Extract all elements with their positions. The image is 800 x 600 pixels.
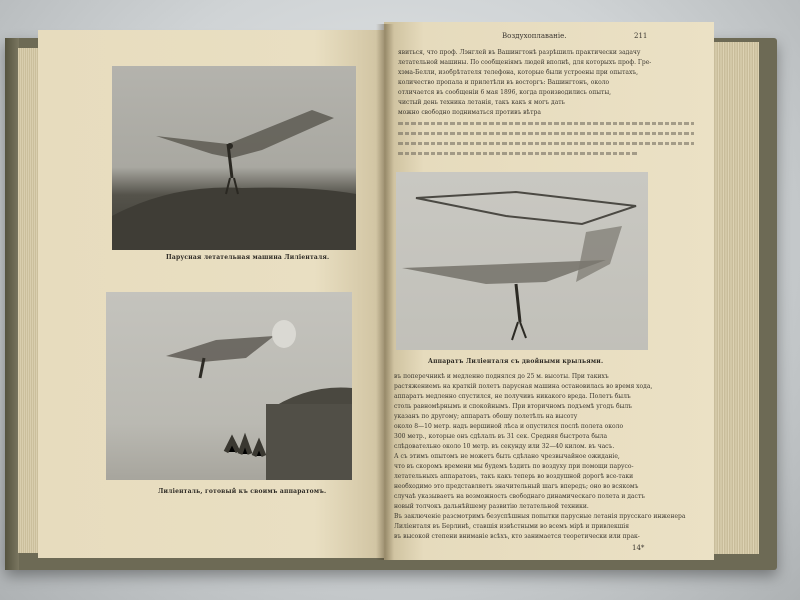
text-line: 300 метр., которые онъ сдѣлалъ въ 31 сек. Средняя быстрота была — [394, 433, 608, 440]
book-spine — [5, 38, 19, 570]
photo-lilienthal-hill — [106, 292, 352, 480]
glider-illustration — [112, 66, 356, 250]
text-line: указанъ по другому; аппаратъ обошу полетѣлъ на высоту — [394, 413, 578, 420]
running-header: Воздухоплаваніе. — [502, 32, 567, 40]
text-line: необходимо это представляетъ значительный шагъ впередъ; оно во всякомъ — [394, 483, 639, 490]
hill-illustration — [106, 292, 352, 480]
text-line: столь равномѣрнымъ и спокойнымъ. При вторичномъ подъемѣ угодъ былъ — [394, 403, 632, 410]
photo-lilienthal-glider — [112, 66, 356, 250]
book-gutter-shadow — [376, 24, 394, 560]
text-filler — [398, 152, 638, 155]
caption-right: Аппаратъ Лиліенталя съ двойными крыльями. — [428, 358, 604, 365]
text-line: количество пропала и прилетѣли въ восторгъ: Вашингтонъ, около — [398, 79, 610, 86]
text-line: отличается въ сообщеніи 6 мая 1896, когда производились опыты, — [398, 89, 612, 96]
right-page — [384, 22, 714, 560]
text-line: Лиліенталя въ Берлинѣ, ставшія извѣстными во всемъ мірѣ и привлекшія — [394, 523, 629, 530]
signature-mark: 14* — [632, 544, 645, 552]
text-line: слѣдовательно около 10 метр. въ секунду или 32—40 килом. въ часъ. — [394, 443, 615, 450]
text-filler — [398, 142, 694, 145]
text-line: новый толчокъ дальнѣйшему развитію летательной техники. — [394, 503, 589, 510]
text-line: въ поперечникѣ и медленно поднялся до 25 м. высоты. При такихъ — [394, 373, 609, 380]
left-page — [38, 30, 384, 558]
double-wing-illustration — [396, 172, 648, 350]
text-line: чистый день техника летанія, такъ какъ я могъ дать — [398, 99, 565, 106]
text-line: что въ скоромъ времени мы будемъ ѣздить по воздуху при помощи парусо- — [394, 463, 634, 470]
text-line: случаѣ указываетъ на возможность свободнаго динамическаго полета и дастъ — [394, 493, 646, 500]
text-line: А съ этимъ опытомъ не можетъ быть сдѣлано чрезвычайное ожиданіе, — [394, 453, 620, 460]
text-line: около 8—10 метр. надъ вершиной лѣса и опустился послѣ полета около — [394, 423, 624, 430]
text-line: аппаратъ медленно спустился, не получивъ никакого вреда. Полетъ былъ — [394, 393, 631, 400]
text-line: явиться, что проф. Лэнглей въ Вашингтонѣ разрѣшилъ практически задачу — [398, 49, 641, 56]
text-line: Въ заключеніе разсмотримъ безуспѣшныя попытки парусные летанія прусскаго инженера — [394, 513, 686, 520]
caption-top-left: Парусная летательная машина Лиліенталя. — [166, 254, 330, 261]
photo-double-wing-glider — [396, 172, 648, 350]
text-line: можно свободно подниматься противъ вѣтра — [398, 109, 541, 116]
text-filler — [398, 132, 694, 135]
text-line: летательной машины. По сообщеніямъ людей вполнѣ, для которыхъ проф. Гре- — [398, 59, 652, 66]
text-line: въ высокой степени вниманіе всѣхъ, кто занимается теоретически или прак- — [394, 533, 640, 540]
text-line: хэма-Белли, изобрѣтателя телефона, которые были устроены при опытахъ, — [398, 69, 639, 76]
page-number: 211 — [634, 32, 648, 40]
text-line: летательныхъ аппаратовъ, такъ какъ теперь во воздушной дорогѣ все-таки — [394, 473, 634, 480]
text-line: растяжениемъ на краткій полетъ парусная машина остановилась во время хода, — [394, 383, 653, 390]
caption-bottom-left: Лиліенталь, готовый къ своимъ аппаратомъ. — [158, 488, 327, 495]
text-filler — [398, 122, 694, 125]
